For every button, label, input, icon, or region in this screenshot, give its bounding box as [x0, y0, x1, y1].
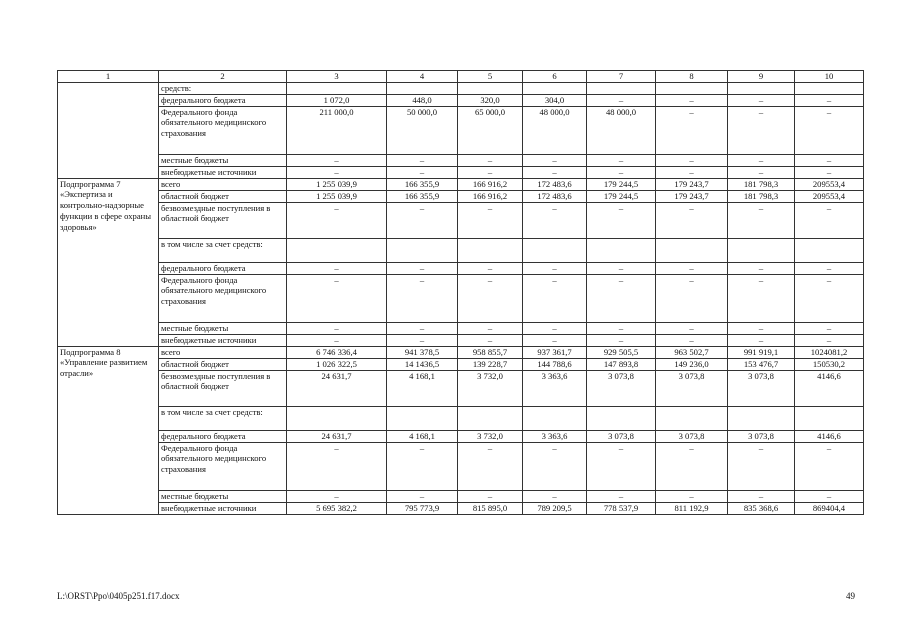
value-cell: – [587, 334, 656, 346]
funding-source-label: внебюджетные источники [159, 166, 287, 178]
header-cell: 2 [159, 71, 287, 83]
value-cell: 3 363,6 [523, 370, 587, 406]
table-row [58, 346, 864, 358]
table-row [58, 334, 864, 346]
table-row [58, 442, 864, 490]
value-cell: – [728, 202, 795, 238]
value-cell: – [287, 262, 387, 274]
program-name-cell: Подпрограмма 8 «Управление развитием отрасли» [58, 346, 159, 514]
value-cell: – [523, 154, 587, 166]
value-cell: 139 228,7 [458, 358, 523, 370]
value-cell: – [728, 262, 795, 274]
funding-source-label: внебюджетные источники [159, 502, 287, 514]
value-cell: 179 243,7 [656, 190, 728, 202]
value-cell: 3 073,8 [587, 370, 656, 406]
value-cell: – [523, 202, 587, 238]
value-cell: 211 000,0 [287, 106, 387, 154]
value-cell: 144 788,6 [523, 358, 587, 370]
value-cell: – [523, 334, 587, 346]
funding-source-label: Федерального фонда обязательного медицинского страхования [159, 442, 287, 490]
value-cell: – [587, 274, 656, 322]
value-cell: – [458, 334, 523, 346]
value-cell: 153 476,7 [728, 358, 795, 370]
value-cell: – [656, 322, 728, 334]
value-cell: – [795, 274, 864, 322]
value-cell: 4 168,1 [387, 370, 458, 406]
value-cell: – [287, 166, 387, 178]
value-cell [387, 406, 458, 430]
value-cell: 5 695 382,2 [287, 502, 387, 514]
value-cell: 835 368,6 [728, 502, 795, 514]
table-row [58, 154, 864, 166]
value-cell [287, 406, 387, 430]
value-cell: – [728, 490, 795, 502]
value-cell: 815 895,0 [458, 502, 523, 514]
value-cell: – [728, 334, 795, 346]
value-cell: 166 355,9 [387, 178, 458, 190]
value-cell: 181 798,3 [728, 190, 795, 202]
document-path: L:\ORST\Ppo\0405p251.f17.docx [57, 591, 180, 601]
value-cell: – [795, 322, 864, 334]
value-cell [728, 406, 795, 430]
funding-source-label: местные бюджеты [159, 322, 287, 334]
value-cell: – [728, 274, 795, 322]
funding-source-label: в том числе за счет средств: [159, 406, 287, 430]
value-cell [656, 238, 728, 262]
value-cell: – [523, 490, 587, 502]
value-cell: – [656, 262, 728, 274]
value-cell: – [523, 442, 587, 490]
value-cell: – [387, 262, 458, 274]
value-cell [523, 238, 587, 262]
value-cell: 48 000,0 [587, 106, 656, 154]
value-cell [387, 238, 458, 262]
funding-source-label: безвозмездные поступления в областной бюджет [159, 202, 287, 238]
value-cell: – [656, 166, 728, 178]
value-cell: – [795, 262, 864, 274]
value-cell [287, 83, 387, 95]
value-cell: 991 919,1 [728, 346, 795, 358]
value-cell: – [656, 94, 728, 106]
value-cell [587, 406, 656, 430]
value-cell: 3 732,0 [458, 370, 523, 406]
value-cell: – [656, 106, 728, 154]
value-cell: 958 855,7 [458, 346, 523, 358]
value-cell [795, 406, 864, 430]
table-row [58, 238, 864, 262]
value-cell: – [656, 274, 728, 322]
value-cell: – [458, 442, 523, 490]
value-cell: 1024081,2 [795, 346, 864, 358]
value-cell: – [795, 490, 864, 502]
table-row [58, 178, 864, 190]
value-cell: 929 505,5 [587, 346, 656, 358]
value-cell: – [387, 274, 458, 322]
value-cell [387, 83, 458, 95]
value-cell: – [728, 322, 795, 334]
value-cell: 209553,4 [795, 178, 864, 190]
value-cell: 166 916,2 [458, 190, 523, 202]
value-cell: – [458, 166, 523, 178]
funding-source-label: федерального бюджета [159, 262, 287, 274]
value-cell: 24 631,7 [287, 430, 387, 442]
value-cell: – [287, 334, 387, 346]
value-cell: 3 073,8 [656, 430, 728, 442]
table-row [58, 490, 864, 502]
value-cell: – [387, 322, 458, 334]
value-cell [656, 406, 728, 430]
value-cell: – [523, 274, 587, 322]
value-cell: – [656, 334, 728, 346]
table-row [58, 94, 864, 106]
header-cell: 4 [387, 71, 458, 83]
value-cell: – [587, 442, 656, 490]
header-cell: 10 [795, 71, 864, 83]
value-cell: 3 073,8 [728, 430, 795, 442]
value-cell: 795 773,9 [387, 502, 458, 514]
value-cell: 1 026 322,5 [287, 358, 387, 370]
value-cell: – [458, 274, 523, 322]
value-cell [287, 238, 387, 262]
value-cell: 3 363,6 [523, 430, 587, 442]
value-cell: – [587, 94, 656, 106]
table-row [58, 322, 864, 334]
value-cell: 4 168,1 [387, 430, 458, 442]
value-cell: – [287, 490, 387, 502]
value-cell: – [795, 442, 864, 490]
value-cell: – [387, 334, 458, 346]
value-cell: 3 073,8 [656, 370, 728, 406]
table-row [58, 262, 864, 274]
funding-source-label: безвозмездные поступления в областной бюджет [159, 370, 287, 406]
value-cell: – [656, 154, 728, 166]
table-row [58, 430, 864, 442]
table-header-row [58, 71, 864, 83]
value-cell: 320,0 [458, 94, 523, 106]
value-cell [728, 238, 795, 262]
value-cell: 1 255 039,9 [287, 178, 387, 190]
value-cell: 179 244,5 [587, 178, 656, 190]
value-cell: – [458, 322, 523, 334]
value-cell [587, 238, 656, 262]
value-cell: 3 073,8 [587, 430, 656, 442]
funding-source-label: областной бюджет [159, 190, 287, 202]
header-cell: 8 [656, 71, 728, 83]
value-cell [728, 83, 795, 95]
value-cell: 941 378,5 [387, 346, 458, 358]
value-cell: 179 243,7 [656, 178, 728, 190]
value-cell: – [387, 442, 458, 490]
table-row [58, 502, 864, 514]
funding-source-label: средств: [159, 83, 287, 95]
value-cell: 147 893,8 [587, 358, 656, 370]
funding-source-label: внебюджетные источники [159, 334, 287, 346]
value-cell: 3 073,8 [728, 370, 795, 406]
value-cell: – [458, 154, 523, 166]
value-cell: 50 000,0 [387, 106, 458, 154]
table-row [58, 202, 864, 238]
value-cell: 869404,4 [795, 502, 864, 514]
table-row [58, 83, 864, 95]
header-cell: 9 [728, 71, 795, 83]
funding-source-label: Федерального фонда обязательного медицинского страхования [159, 274, 287, 322]
value-cell: – [387, 166, 458, 178]
value-cell: 48 000,0 [523, 106, 587, 154]
value-cell: – [656, 442, 728, 490]
table-row [58, 274, 864, 322]
value-cell: – [587, 490, 656, 502]
value-cell: – [523, 166, 587, 178]
value-cell: 209553,4 [795, 190, 864, 202]
value-cell: – [523, 322, 587, 334]
value-cell: 963 502,7 [656, 346, 728, 358]
value-cell: 166 355,9 [387, 190, 458, 202]
value-cell [795, 238, 864, 262]
funding-source-label: местные бюджеты [159, 154, 287, 166]
value-cell: – [287, 322, 387, 334]
value-cell [656, 83, 728, 95]
header-cell: 3 [287, 71, 387, 83]
value-cell: – [656, 490, 728, 502]
value-cell: – [587, 166, 656, 178]
value-cell: – [287, 274, 387, 322]
value-cell: – [795, 166, 864, 178]
value-cell: – [287, 202, 387, 238]
value-cell: – [795, 334, 864, 346]
value-cell: – [387, 154, 458, 166]
value-cell: – [795, 94, 864, 106]
value-cell: 166 916,2 [458, 178, 523, 190]
table-row [58, 406, 864, 430]
value-cell: 4146,6 [795, 370, 864, 406]
table-row [58, 358, 864, 370]
page-number: 49 [846, 591, 855, 601]
value-cell: 149 236,0 [656, 358, 728, 370]
funding-source-label: всего [159, 178, 287, 190]
value-cell: 172 483,6 [523, 178, 587, 190]
table-row [58, 370, 864, 406]
value-cell: – [458, 262, 523, 274]
value-cell: – [287, 442, 387, 490]
value-cell: 181 798,3 [728, 178, 795, 190]
budget-table [57, 70, 864, 515]
value-cell: – [387, 202, 458, 238]
funding-source-label: в том числе за счет средств: [159, 238, 287, 262]
header-cell: 7 [587, 71, 656, 83]
value-cell: – [728, 166, 795, 178]
value-cell: – [287, 154, 387, 166]
program-name-cell: Подпрограмма 7 «Экспертиза и контрольно-надзорные функции в сфере охраны здоровья» [58, 178, 159, 346]
value-cell: 6 746 336,4 [287, 346, 387, 358]
value-cell: – [795, 154, 864, 166]
value-cell: 172 483,6 [523, 190, 587, 202]
funding-source-label: областной бюджет [159, 358, 287, 370]
value-cell: 448,0 [387, 94, 458, 106]
header-cell: 1 [58, 71, 159, 83]
value-cell: 1 072,0 [287, 94, 387, 106]
header-cell: 5 [458, 71, 523, 83]
header-cell: 6 [523, 71, 587, 83]
value-cell: – [795, 202, 864, 238]
value-cell [458, 83, 523, 95]
value-cell [587, 83, 656, 95]
value-cell: – [728, 154, 795, 166]
funding-source-label: Федерального фонда обязательного медицинского страхования [159, 106, 287, 154]
value-cell: – [458, 490, 523, 502]
funding-source-label: местные бюджеты [159, 490, 287, 502]
value-cell: – [587, 154, 656, 166]
value-cell: – [387, 490, 458, 502]
value-cell [458, 406, 523, 430]
value-cell: 3 732,0 [458, 430, 523, 442]
value-cell [458, 238, 523, 262]
value-cell: 811 192,9 [656, 502, 728, 514]
value-cell: 789 209,5 [523, 502, 587, 514]
value-cell: 150530,2 [795, 358, 864, 370]
value-cell: – [587, 262, 656, 274]
value-cell: – [656, 202, 728, 238]
value-cell: 179 244,5 [587, 190, 656, 202]
value-cell: – [587, 202, 656, 238]
value-cell: 14 1436,5 [387, 358, 458, 370]
value-cell: 304,0 [523, 94, 587, 106]
value-cell: 65 000,0 [458, 106, 523, 154]
value-cell: 937 361,7 [523, 346, 587, 358]
value-cell [523, 406, 587, 430]
funding-source-label: федерального бюджета [159, 430, 287, 442]
value-cell: – [728, 106, 795, 154]
value-cell: 24 631,7 [287, 370, 387, 406]
value-cell: 1 255 039,9 [287, 190, 387, 202]
value-cell: – [728, 442, 795, 490]
funding-source-label: всего [159, 346, 287, 358]
value-cell: 4146,6 [795, 430, 864, 442]
table-row [58, 106, 864, 154]
table-row [58, 190, 864, 202]
value-cell: 778 537,9 [587, 502, 656, 514]
table-row [58, 166, 864, 178]
program-name-cell [58, 83, 159, 179]
value-cell [523, 83, 587, 95]
funding-source-label: федерального бюджета [159, 94, 287, 106]
value-cell: – [728, 94, 795, 106]
value-cell: – [523, 262, 587, 274]
value-cell: – [587, 322, 656, 334]
value-cell: – [458, 202, 523, 238]
value-cell [795, 83, 864, 95]
value-cell: – [795, 106, 864, 154]
